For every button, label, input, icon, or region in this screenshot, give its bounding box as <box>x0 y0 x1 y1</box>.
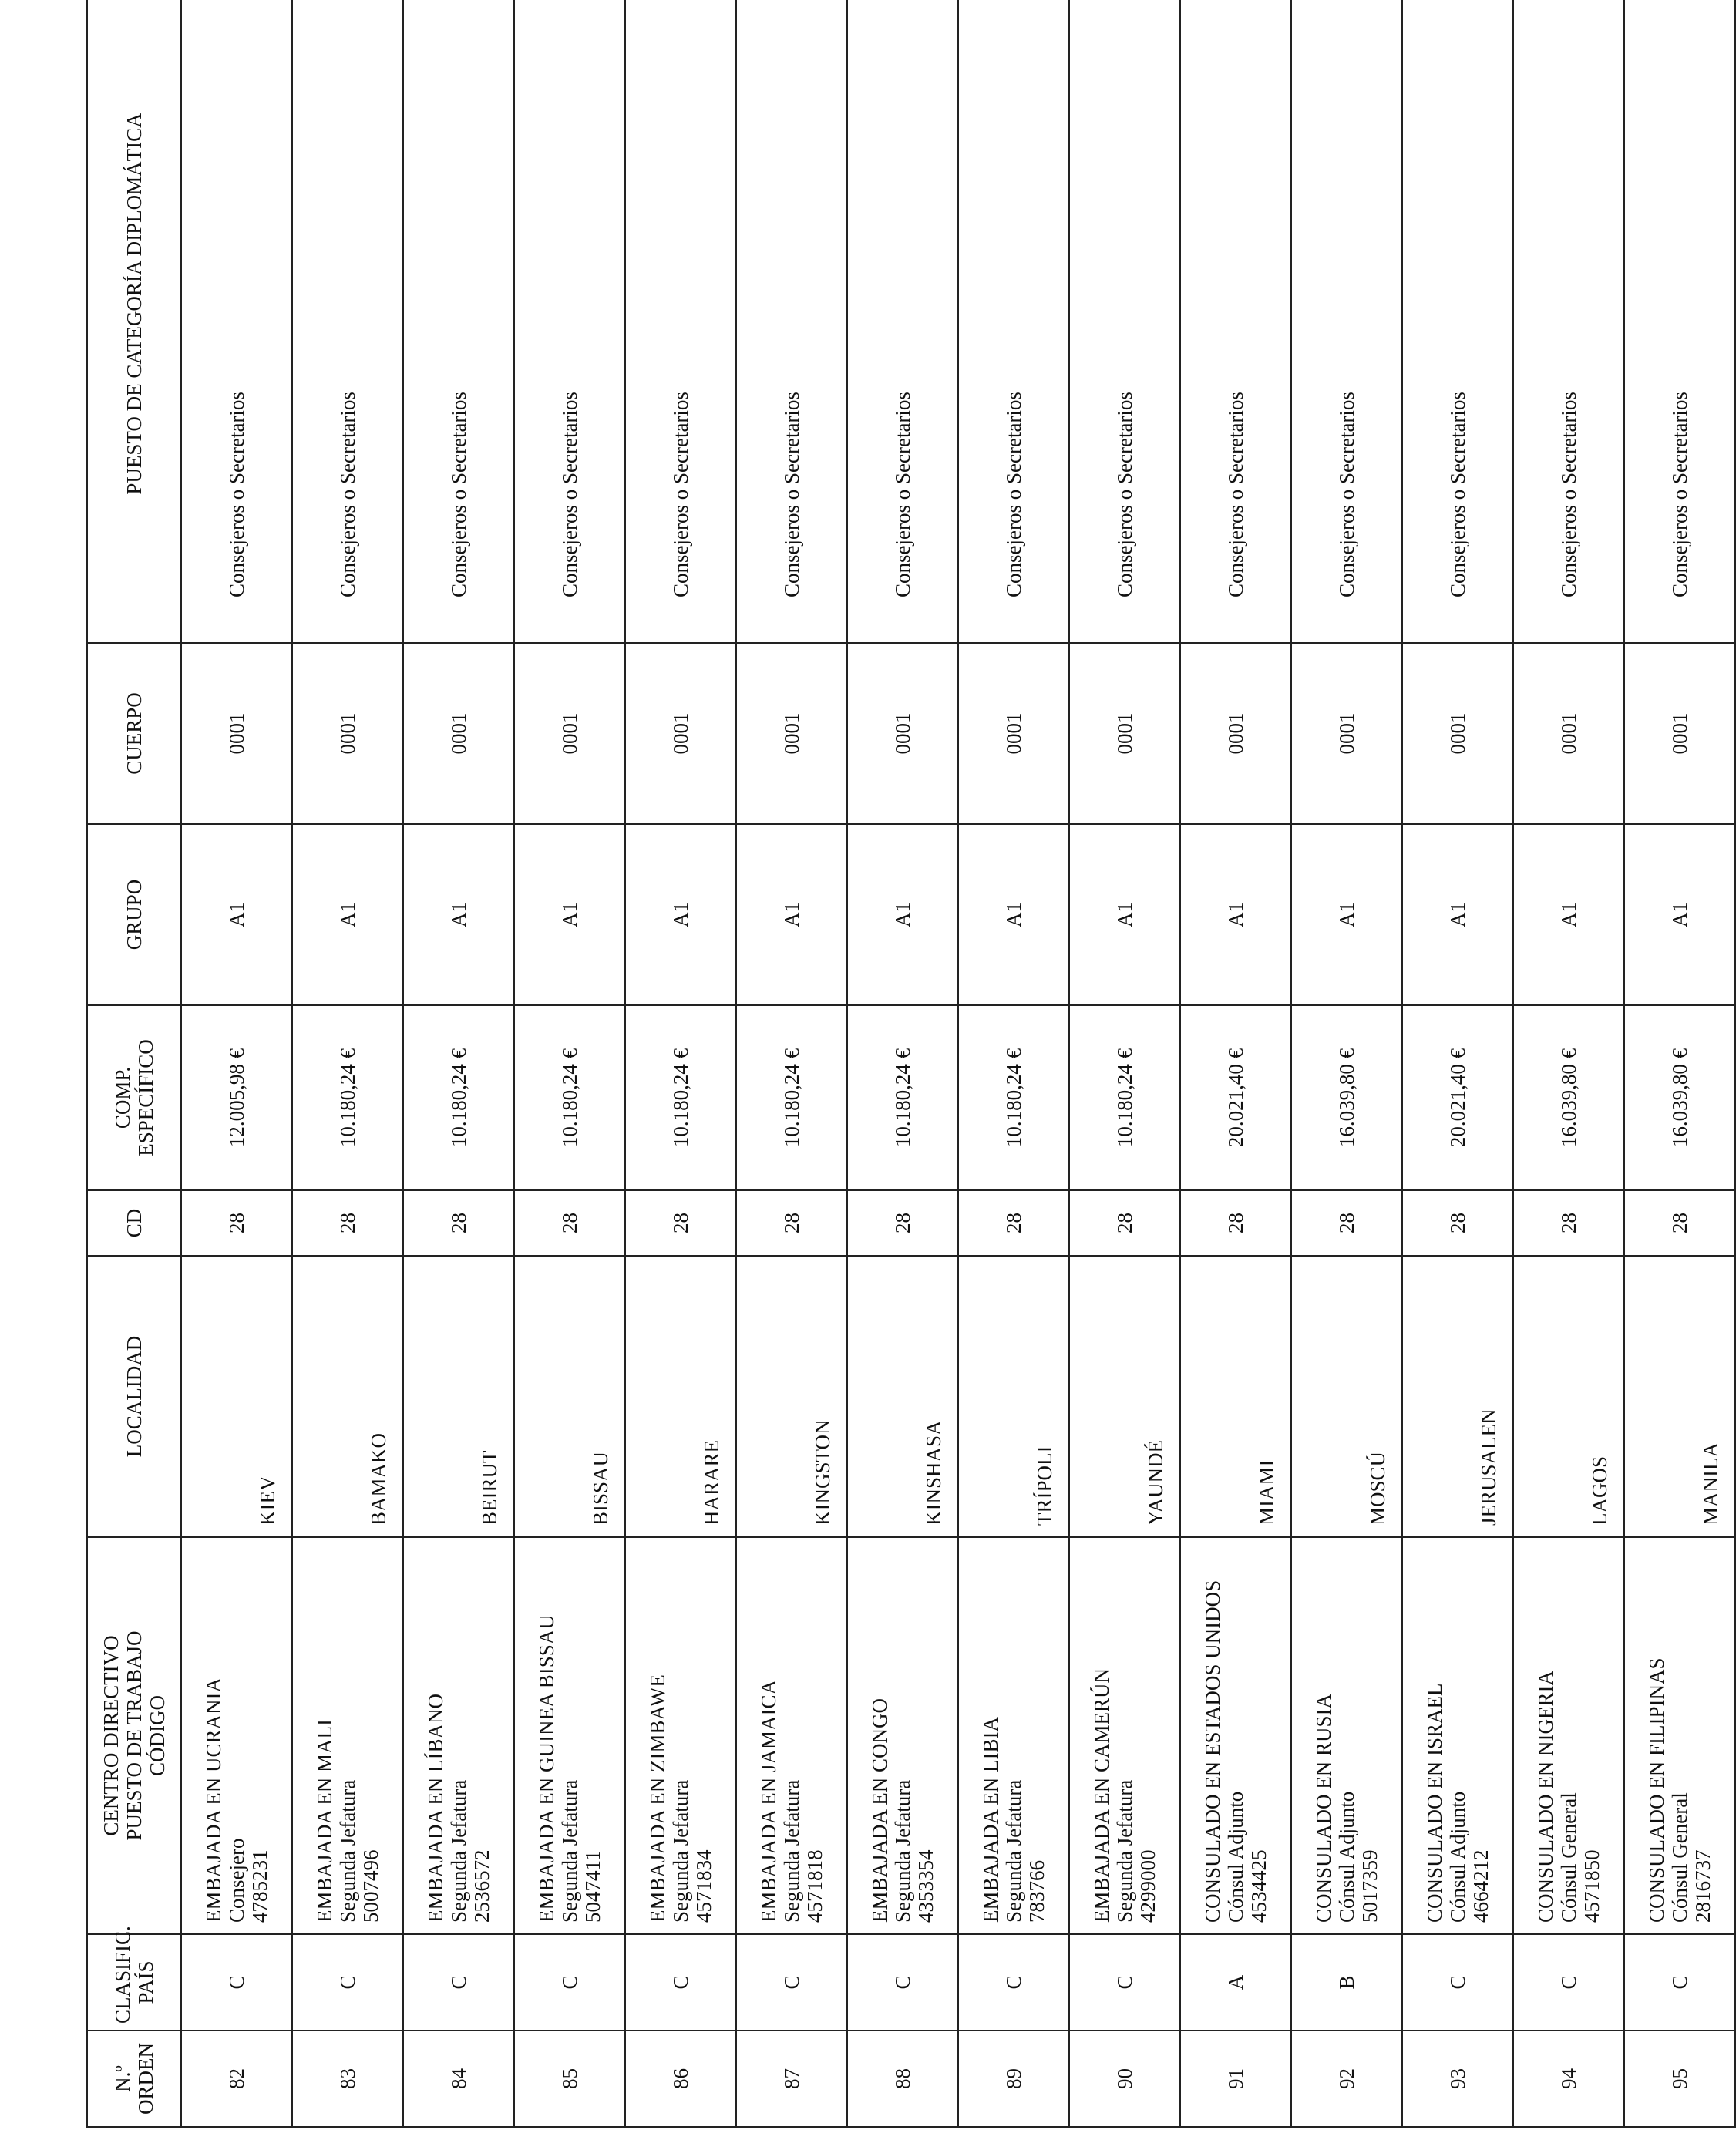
table-row <box>1402 0 1513 2127</box>
cuerpo-cell: 0001 <box>292 643 403 824</box>
comp-cell: 10.180,24 € <box>736 1005 847 1190</box>
centro-centro: EMBAJADA EN UCRANIA <box>201 1677 225 1923</box>
table-row <box>625 0 736 2127</box>
table-row <box>1069 0 1180 2127</box>
centro-cell <box>1624 1537 1735 1934</box>
clasific-cell: C <box>1402 1934 1513 2031</box>
table-row <box>1513 0 1624 2127</box>
centro-codigo: 4571850 <box>1580 1849 1604 1923</box>
centro-centro: EMBAJADA EN LIBIA <box>978 1717 1002 1923</box>
header-clasific: CLASIFIC. PAÍS <box>87 1934 181 2031</box>
table-row <box>292 0 403 2127</box>
cd-cell: 28 <box>1180 1190 1291 1256</box>
comp-cell: 10.180,24 € <box>1069 1005 1180 1190</box>
cd-cell: 28 <box>958 1190 1069 1256</box>
categoria-cell: Consejeros o Secretarios <box>625 0 736 643</box>
categoria-cell: Consejeros o Secretarios <box>958 0 1069 643</box>
cuerpo-cell: 0001 <box>403 643 514 824</box>
cd-cell: 28 <box>847 1190 958 1256</box>
centro-codigo: 2816737 <box>1691 1849 1715 1923</box>
grupo-cell: A1 <box>958 824 1069 1005</box>
grupo-cell: A1 <box>403 824 514 1005</box>
centro-codigo: 4664212 <box>1469 1849 1493 1923</box>
centro-codigo: 4534425 <box>1247 1849 1271 1923</box>
orden-cell: 93 <box>1402 2031 1513 2127</box>
centro-centro: CONSULADO EN RUSIA <box>1311 1693 1335 1923</box>
centro-puesto-trabajo: Segunda Jefatura <box>890 1779 914 1923</box>
orden-cell: 84 <box>403 2031 514 2127</box>
centro-codigo: 2536572 <box>470 1849 494 1923</box>
centro-puesto-trabajo: Cónsul Adjunto <box>1334 1791 1358 1923</box>
centro-puesto-trabajo: Cónsul Adjunto <box>1223 1791 1247 1923</box>
categoria-cell: Consejeros o Secretarios <box>1069 0 1180 643</box>
cd-cell: 28 <box>292 1190 403 1256</box>
categoria-cell: Consejeros o Secretarios <box>1513 0 1624 643</box>
centro-puesto-trabajo: Segunda Jefatura <box>335 1779 359 1923</box>
cuerpo-cell: 0001 <box>1624 643 1735 824</box>
centro-cell <box>292 1537 403 1934</box>
centro-puesto-trabajo: Segunda Jefatura <box>1001 1779 1025 1923</box>
centro-cell <box>403 1537 514 1934</box>
header-grupo: GRUPO <box>87 824 181 1005</box>
table-row <box>1624 0 1735 2127</box>
centro-centro: EMBAJADA EN MALI <box>312 1718 336 1923</box>
localidad-cell: KINGSTON <box>736 1256 847 1537</box>
cuerpo-cell: 0001 <box>625 643 736 824</box>
orden-cell: 89 <box>958 2031 1069 2127</box>
clasific-cell: C <box>736 1934 847 2031</box>
comp-cell: 20.021,40 € <box>1180 1005 1291 1190</box>
grupo-cell: A1 <box>1291 824 1402 1005</box>
cuerpo-cell: 0001 <box>1180 643 1291 824</box>
cuerpo-cell: 0001 <box>958 643 1069 824</box>
localidad-cell: BAMAKO <box>292 1256 403 1537</box>
header-centro: CENTRO DIRECTIVO PUESTO DE TRABAJO CÓDIGO <box>87 1537 181 1934</box>
clasific-cell: C <box>958 1934 1069 2031</box>
header-localidad: LOCALIDAD <box>87 1256 181 1537</box>
centro-centro: CONSULADO EN FILIPINAS <box>1644 1657 1668 1923</box>
cd-cell: 28 <box>1069 1190 1180 1256</box>
centro-centro: CONSULADO EN NIGERIA <box>1533 1671 1557 1923</box>
localidad-cell: MOSCÚ <box>1291 1256 1402 1537</box>
localidad-cell: KINSHASA <box>847 1256 958 1537</box>
centro-centro: EMBAJADA EN ZIMBAWE <box>645 1674 669 1923</box>
orden-cell: 83 <box>292 2031 403 2127</box>
clasific-cell: C <box>514 1934 625 2031</box>
header-orden: N.º ORDEN <box>87 2031 181 2127</box>
grupo-cell: A1 <box>736 824 847 1005</box>
centro-cell <box>736 1537 847 1934</box>
categoria-cell: Consejeros o Secretarios <box>403 0 514 643</box>
clasific-cell: C <box>1513 1934 1624 2031</box>
centro-cell <box>958 1537 1069 1934</box>
centro-centro: EMBAJADA EN GUINEA BISSAU <box>534 1614 558 1923</box>
localidad-cell: MIAMI <box>1180 1256 1291 1537</box>
comp-cell: 10.180,24 € <box>958 1005 1069 1190</box>
centro-cell <box>1180 1537 1291 1934</box>
orden-cell: 82 <box>181 2031 292 2127</box>
centro-puesto-trabajo: Consejero <box>224 1838 248 1923</box>
cd-cell: 28 <box>403 1190 514 1256</box>
cuerpo-cell: 0001 <box>181 643 292 824</box>
centro-cell <box>1402 1537 1513 1934</box>
centro-centro: EMBAJADA EN CAMERÚN <box>1089 1667 1113 1923</box>
grupo-cell: A1 <box>1513 824 1624 1005</box>
categoria-cell: Consejeros o Secretarios <box>736 0 847 643</box>
comp-cell: 16.039,80 € <box>1624 1005 1735 1190</box>
header-comp: COMP. ESPECÍFICO <box>87 1005 181 1190</box>
cd-cell: 28 <box>736 1190 847 1256</box>
categoria-cell: Consejeros o Secretarios <box>1402 0 1513 643</box>
comp-cell: 16.039,80 € <box>1513 1005 1624 1190</box>
comp-cell: 10.180,24 € <box>625 1005 736 1190</box>
grupo-cell: A1 <box>181 824 292 1005</box>
centro-cell <box>1069 1537 1180 1934</box>
orden-cell: 86 <box>625 2031 736 2127</box>
clasific-cell: C <box>847 1934 958 2031</box>
localidad-cell: MANILA <box>1624 1256 1735 1537</box>
orden-cell: 91 <box>1180 2031 1291 2127</box>
cd-cell: 28 <box>1513 1190 1624 1256</box>
table-row <box>1291 0 1402 2127</box>
cuerpo-cell: 0001 <box>1069 643 1180 824</box>
centro-centro: EMBAJADA EN JAMAICA <box>756 1679 780 1923</box>
table-row <box>847 0 958 2127</box>
comp-cell: 20.021,40 € <box>1402 1005 1513 1190</box>
centro-puesto-trabajo: Segunda Jefatura <box>446 1779 470 1923</box>
categoria-cell: Consejeros o Secretarios <box>292 0 403 643</box>
centro-puesto-trabajo: Cónsul Adjunto <box>1445 1791 1469 1923</box>
header-cd: CD <box>87 1190 181 1256</box>
rotated-page <box>86 12 1722 2128</box>
cd-cell: 28 <box>625 1190 736 1256</box>
clasific-cell: C <box>181 1934 292 2031</box>
clasific-cell: C <box>625 1934 736 2031</box>
centro-codigo: 4571834 <box>692 1849 716 1923</box>
localidad-cell: YAUNDÉ <box>1069 1256 1180 1537</box>
centro-codigo: 5007496 <box>359 1849 383 1923</box>
categoria-cell: Consejeros o Secretarios <box>1180 0 1291 643</box>
centro-cell <box>1291 1537 1402 1934</box>
centro-codigo: 4571818 <box>803 1849 827 1923</box>
grupo-cell: A1 <box>1624 824 1735 1005</box>
header-cuerpo: CUERPO <box>87 643 181 824</box>
grupo-cell: A1 <box>1069 824 1180 1005</box>
localidad-cell: TRÍPOLI <box>958 1256 1069 1537</box>
localidad-cell: KIEV <box>181 1256 292 1537</box>
centro-codigo: 783766 <box>1025 1860 1049 1923</box>
centro-codigo: 5017359 <box>1358 1849 1382 1923</box>
comp-cell: 10.180,24 € <box>292 1005 403 1190</box>
centro-centro: CONSULADO EN ISRAEL <box>1422 1683 1446 1923</box>
table-row <box>736 0 847 2127</box>
clasific-cell: A <box>1180 1934 1291 2031</box>
cd-cell: 28 <box>1624 1190 1735 1256</box>
centro-centro: EMBAJADA EN LÍBANO <box>423 1694 447 1923</box>
centro-codigo: 5047411 <box>581 1850 605 1923</box>
localidad-cell: HARARE <box>625 1256 736 1537</box>
clasific-cell: C <box>1624 1934 1735 2031</box>
categoria-cell: Consejeros o Secretarios <box>1291 0 1402 643</box>
orden-cell: 90 <box>1069 2031 1180 2127</box>
grupo-cell: A1 <box>847 824 958 1005</box>
centro-centro: CONSULADO EN ESTADOS UNIDOS <box>1200 1580 1224 1923</box>
centro-cell <box>625 1537 736 1934</box>
header-puesto: PUESTO DE CATEGORÍA DIPLOMÁTICA <box>87 0 181 643</box>
table-row <box>1180 0 1291 2127</box>
centro-codigo: 4299000 <box>1136 1849 1160 1923</box>
table-row <box>958 0 1069 2127</box>
categoria-cell: Consejeros o Secretarios <box>1624 0 1735 643</box>
comp-cell: 12.005,98 € <box>181 1005 292 1190</box>
centro-puesto-trabajo: Segunda Jefatura <box>557 1779 581 1923</box>
grupo-cell: A1 <box>1180 824 1291 1005</box>
orden-cell: 92 <box>1291 2031 1402 2127</box>
centro-puesto-trabajo: Cónsul General <box>1667 1792 1691 1923</box>
clasific-cell: C <box>292 1934 403 2031</box>
orden-cell: 85 <box>514 2031 625 2127</box>
categoria-cell: Consejeros o Secretarios <box>847 0 958 643</box>
clasific-cell: C <box>403 1934 514 2031</box>
centro-codigo: 4785231 <box>248 1849 272 1923</box>
cuerpo-cell: 0001 <box>514 643 625 824</box>
cd-cell: 28 <box>181 1190 292 1256</box>
centro-cell <box>847 1537 958 1934</box>
comp-cell: 10.180,24 € <box>403 1005 514 1190</box>
categoria-cell: Consejeros o Secretarios <box>514 0 625 643</box>
localidad-cell: JERUSALEN <box>1402 1256 1513 1537</box>
cuerpo-cell: 0001 <box>1513 643 1624 824</box>
cuerpo-cell: 0001 <box>1402 643 1513 824</box>
clasific-cell: C <box>1069 1934 1180 2031</box>
centro-centro: EMBAJADA EN CONGO <box>867 1698 891 1923</box>
centro-puesto-trabajo: Segunda Jefatura <box>668 1779 692 1923</box>
grupo-cell: A1 <box>1402 824 1513 1005</box>
centro-cell <box>1513 1537 1624 1934</box>
comp-cell: 10.180,24 € <box>514 1005 625 1190</box>
cd-cell: 28 <box>1291 1190 1402 1256</box>
orden-cell: 94 <box>1513 2031 1624 2127</box>
header-row <box>87 0 181 2127</box>
orden-cell: 95 <box>1624 2031 1735 2127</box>
clasific-cell: B <box>1291 1934 1402 2031</box>
orden-cell: 88 <box>847 2031 958 2127</box>
grupo-cell: A1 <box>625 824 736 1005</box>
centro-puesto-trabajo: Segunda Jefatura <box>779 1779 803 1923</box>
table-row <box>514 0 625 2127</box>
grupo-cell: A1 <box>292 824 403 1005</box>
comp-cell: 10.180,24 € <box>847 1005 958 1190</box>
table-row <box>181 0 292 2127</box>
comp-cell: 16.039,80 € <box>1291 1005 1402 1190</box>
localidad-cell: LAGOS <box>1513 1256 1624 1537</box>
table-row <box>403 0 514 2127</box>
grupo-cell: A1 <box>514 824 625 1005</box>
categoria-cell: Consejeros o Secretarios <box>181 0 292 643</box>
cd-cell: 28 <box>1402 1190 1513 1256</box>
puestos-table <box>86 0 1736 2128</box>
cuerpo-cell: 0001 <box>736 643 847 824</box>
localidad-cell: BEIRUT <box>403 1256 514 1537</box>
cuerpo-cell: 0001 <box>1291 643 1402 824</box>
centro-puesto-trabajo: Segunda Jefatura <box>1112 1779 1136 1923</box>
centro-cell <box>181 1537 292 1934</box>
cd-cell: 28 <box>514 1190 625 1256</box>
centro-puesto-trabajo: Cónsul General <box>1556 1792 1580 1923</box>
localidad-cell: BISSAU <box>514 1256 625 1537</box>
orden-cell: 87 <box>736 2031 847 2127</box>
centro-codigo: 4353354 <box>914 1849 938 1923</box>
centro-cell <box>514 1537 625 1934</box>
cuerpo-cell: 0001 <box>847 643 958 824</box>
